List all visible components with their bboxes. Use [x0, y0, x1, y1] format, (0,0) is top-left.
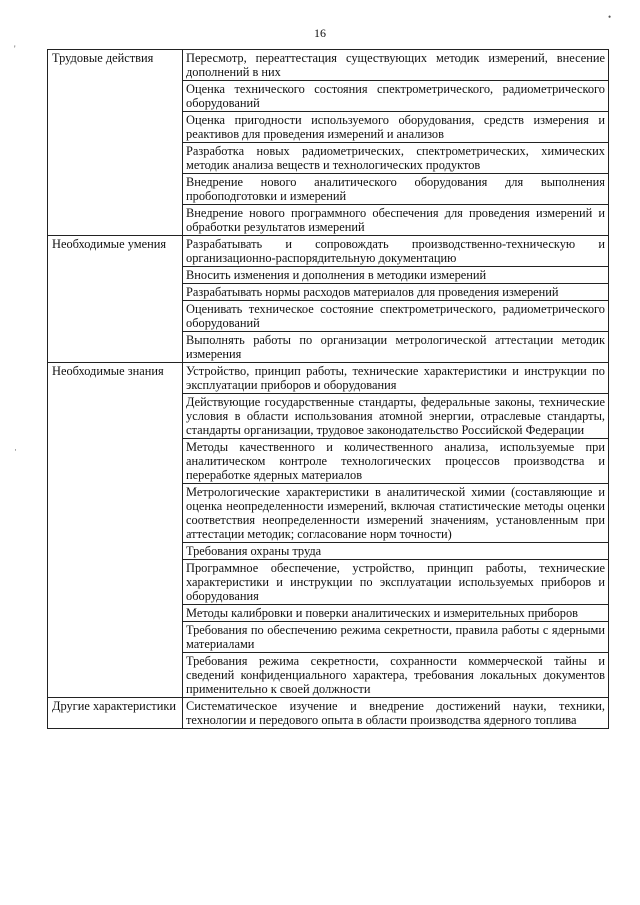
qualification-table — [47, 49, 609, 729]
list-item: Методы калибровки и поверки аналитических и измерительных приборов — [183, 604, 608, 621]
row-content — [183, 50, 609, 236]
list-item: Внедрение нового программного обеспечения для проведения измерений и обработки результатов измерений — [183, 204, 608, 235]
margin-mark: • — [608, 12, 612, 22]
margin-mark: · — [14, 445, 17, 455]
list-item: Пересмотр, переаттестация существующих методик измерений, внесение дополнений в них — [186, 51, 605, 79]
list-item: Оценка технического состояния спектрометрического, радиометрического оборудований — [183, 80, 608, 111]
list-item: Методы качественного и количественного анализа, используемые при аналитическом контроле технологических процессов производства и переработке ядерных материалов — [183, 438, 608, 483]
list-item: Разрабатывать нормы расходов материалов для проведения измерений — [183, 283, 608, 300]
list-item: Оценка пригодности используемого оборудования, средств измерения и реактивов для проведения измерений и анализов — [183, 111, 608, 142]
list-item: Вносить изменения и дополнения в методики измерений — [183, 266, 608, 283]
list-item: Программное обеспечение, устройство, принцип работы, технические характеристики и инструкции по эксплуатации используемых приборов и оборудования — [183, 559, 608, 604]
table-row — [48, 50, 609, 236]
row-content — [183, 363, 609, 698]
table-row — [48, 698, 609, 729]
list-item: Устройство, принцип работы, технические характеристики и инструкции по эксплуатации приборов и оборудования — [186, 364, 605, 392]
list-item: Требования охраны труда — [183, 542, 608, 559]
table-row — [48, 363, 609, 698]
row-label: Другие характеристики — [48, 698, 183, 729]
list-item: Разрабатывать и сопровождать производственно-техническую и организационно-распорядительную документацию — [186, 237, 605, 265]
table-row — [48, 236, 609, 363]
list-item: Внедрение нового аналитического оборудования для выполнения пробоподготовки и измерений — [183, 173, 608, 204]
list-item: Выполнять работы по организации метрологической аттестации методик измерения — [183, 331, 608, 362]
list-item: Требования по обеспечению режима секретности, правила работы с ядерными материалами — [183, 621, 608, 652]
list-item: Метрологические характеристики в аналитической химии (составляющие и оценка неопределенности измерений, включая статистические методы оценки соответствия неопределенности измерений значениям, установленным при аттестации методик; согласование норм точности) — [183, 483, 608, 542]
row-label: Необходимые знания — [48, 363, 183, 698]
page-number: 16 — [314, 26, 326, 40]
list-item: Оценивать техническое состояние спектрометрического, радиометрического оборудований — [183, 300, 608, 331]
list-item: Разработка новых радиометрических, спектрометрических, химических методик анализа веществ и технологических продуктов — [183, 142, 608, 173]
list-item: Действующие государственные стандарты, федеральные законы, технические условия в области использования атомной энергии, отраслевые стандарты, стандарты организации, трудовое законодательство Российской Федерации — [183, 393, 608, 438]
margin-mark: ' — [14, 44, 16, 54]
row-content — [183, 698, 609, 729]
list-item: Требования режима секретности, сохранности коммерческой тайны и сведений конфиденциального характера, требования локальных документов применительно к своей должности — [183, 652, 608, 697]
row-label: Трудовые действия — [48, 50, 183, 236]
list-item: Систематическое изучение и внедрение достижений науки, техники, технологии и передового опыта в области производства ядерного топлива — [186, 699, 605, 727]
row-label: Необходимые умения — [48, 236, 183, 363]
row-content — [183, 236, 609, 363]
